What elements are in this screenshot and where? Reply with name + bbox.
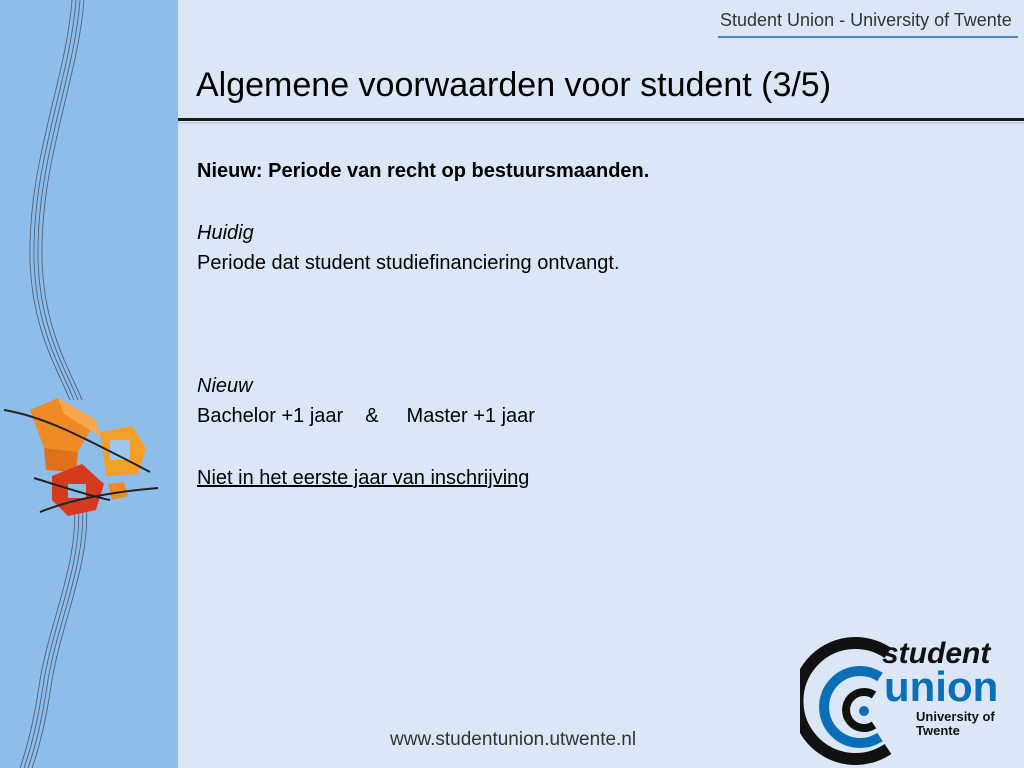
current-description: Periode dat student studiefinanciering ontvangt. [197,252,620,274]
current-label: Huidig [197,222,254,244]
logo-sub-twente: Twente [916,723,960,738]
arc-swirl-icon [800,643,888,759]
slide-title: Algemene voorwaarden voor student (3/5) [196,66,832,104]
master-term: Master +1 jaar [406,405,535,427]
section-heading: Nieuw: Periode van recht op bestuursmaanden. [197,160,650,182]
logo-sub-university: University of [916,709,995,724]
new-description [197,405,535,428]
organization-header: Student Union - University of Twente [720,10,1012,30]
ampersand: & [365,405,379,427]
student-union-logo [800,625,1024,765]
title-divider-shadow [178,122,1024,124]
wave-cubes-decoration [0,0,178,768]
enrollment-note-link[interactable]: Niet in het eerste jaar van inschrijving [197,467,530,489]
new-label: Nieuw [197,375,253,397]
logo-word-union: union [884,663,999,710]
orange-cube-large-icon [30,398,100,472]
orange-cube-small-icon [100,426,146,476]
bachelor-term: Bachelor +1 jaar [197,405,344,427]
footer-url: www.studentunion.utwente.nl [390,729,637,750]
logo-word-student: student [882,637,991,670]
title-divider [178,118,1024,121]
header-underline [718,36,1018,38]
